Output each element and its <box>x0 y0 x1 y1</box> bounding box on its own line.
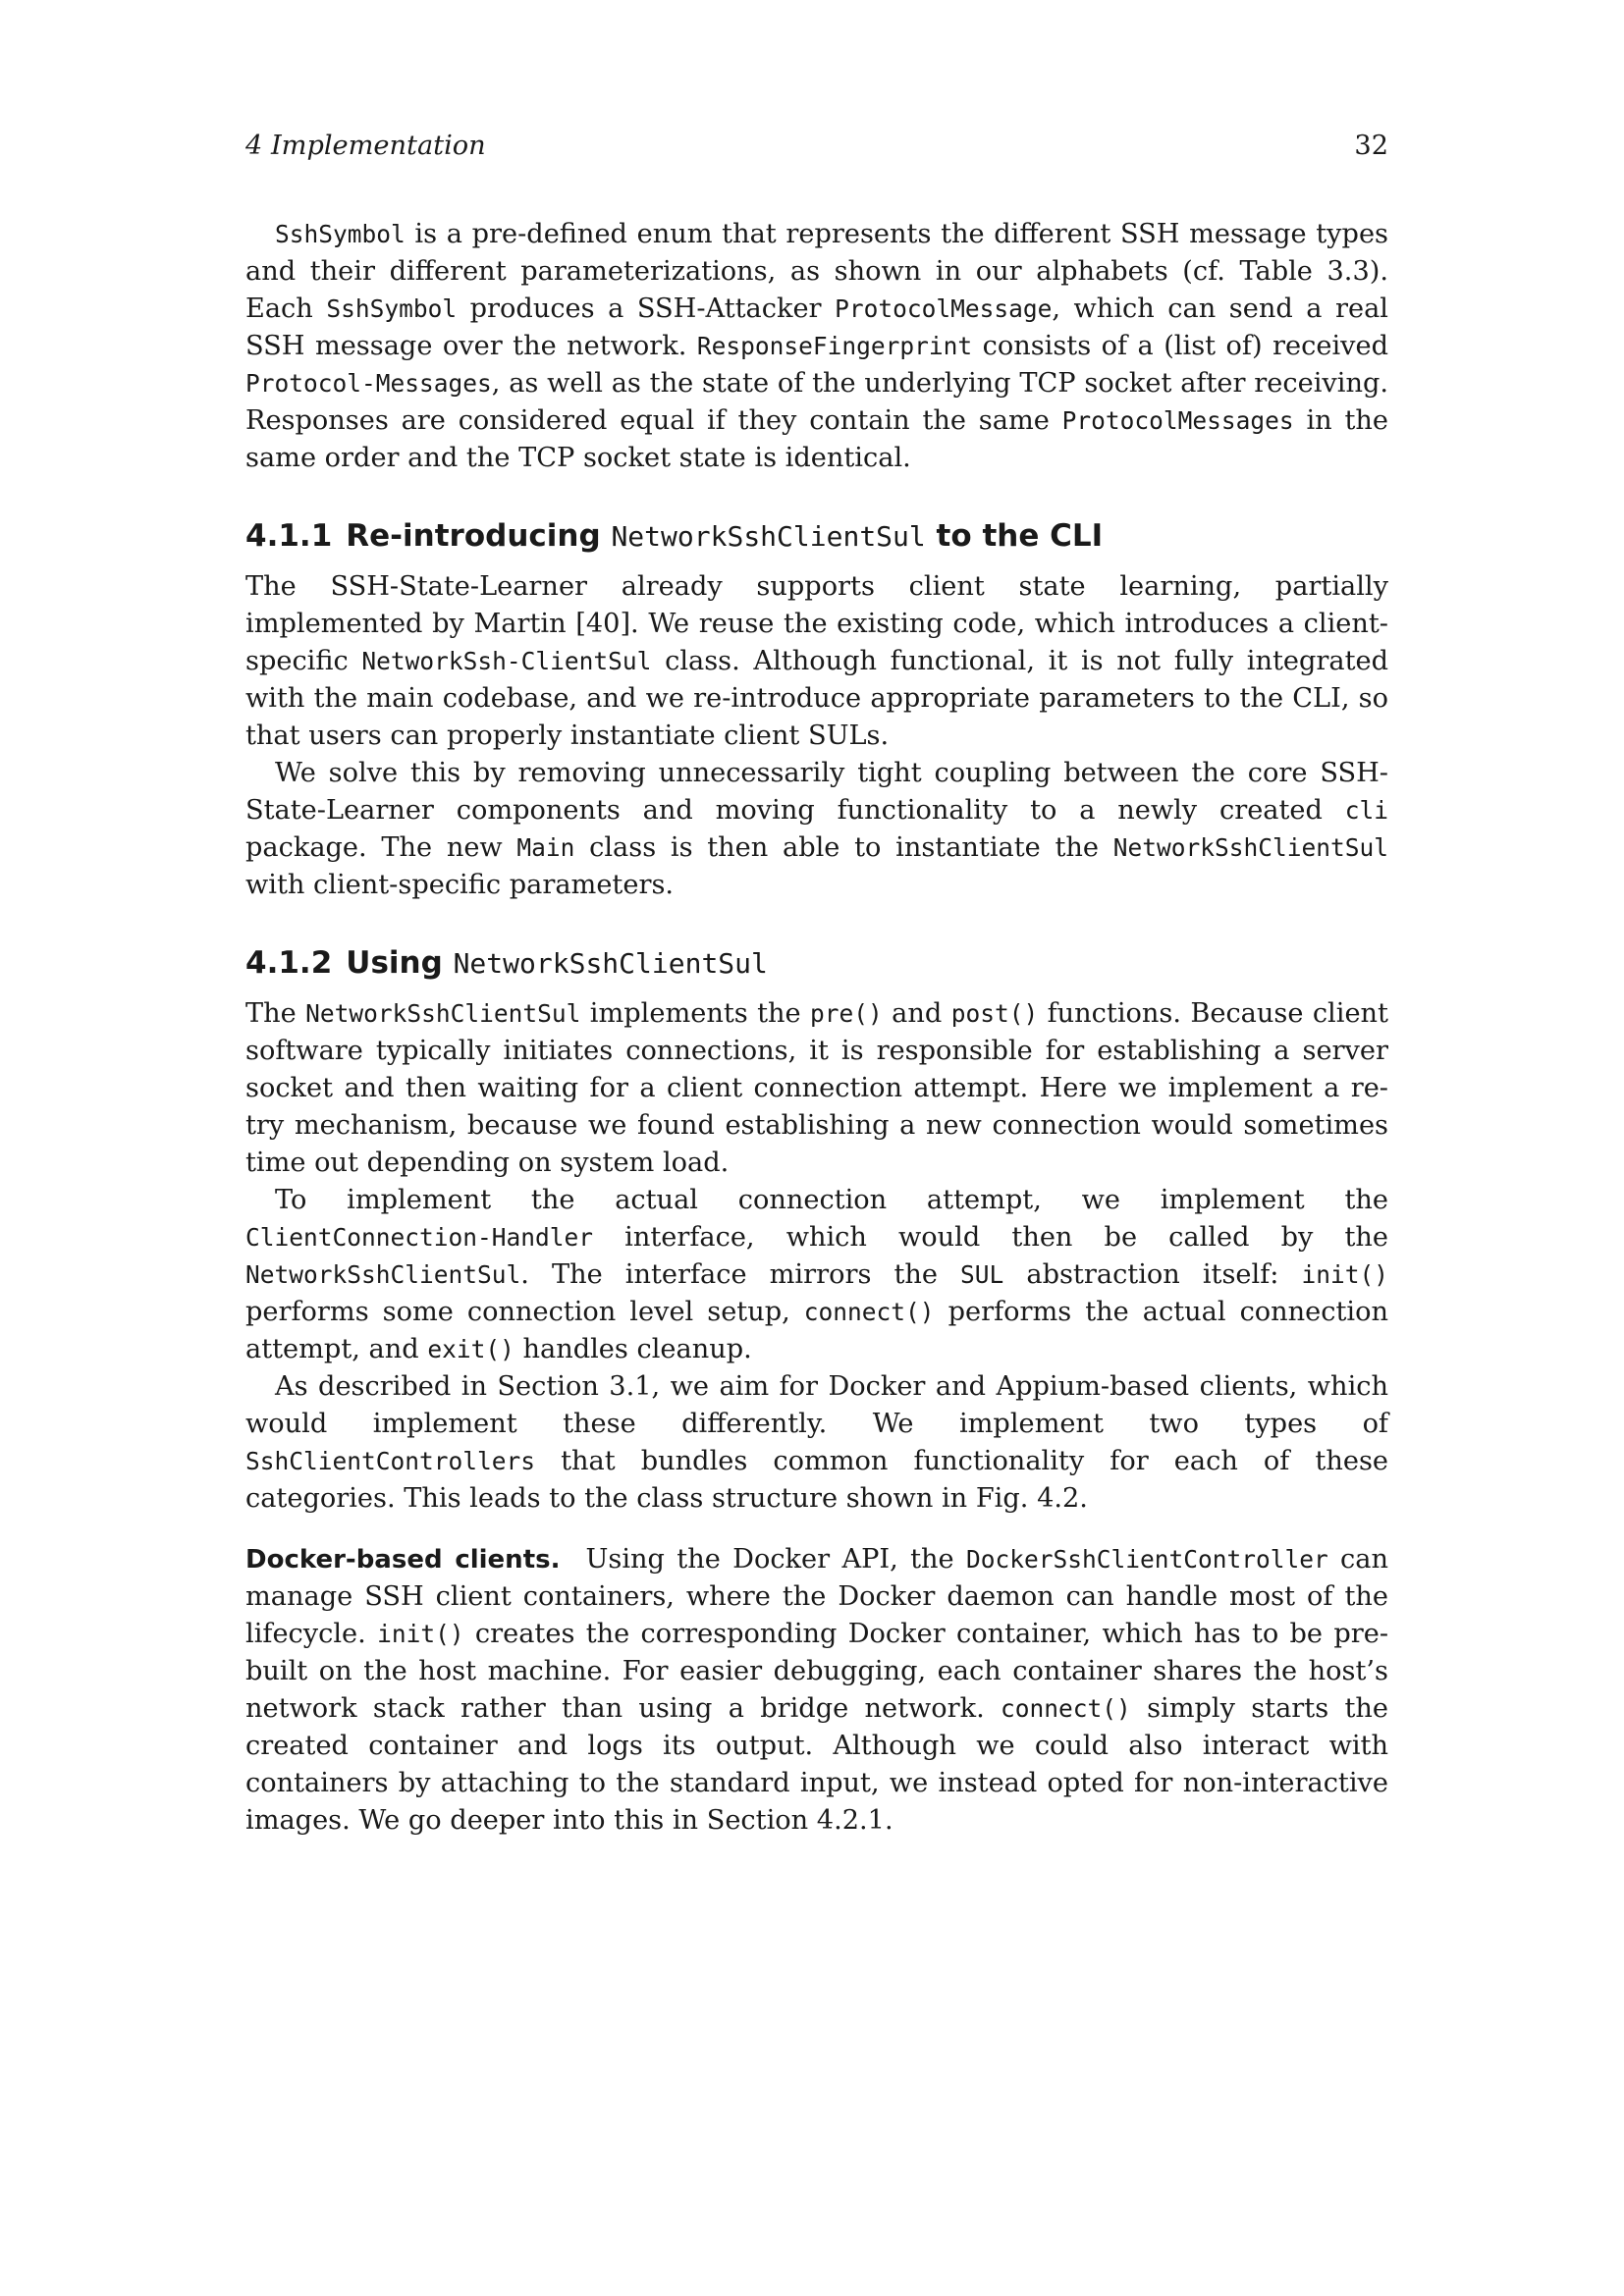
text-run: functions. Because client software typically initiates connections, it is responsible for establishing a server socket and then waiting for a client connection attempt. Here we implement a re-try mechanism, because we found establishing a new connection would sometimes time out depending on system load. <box>245 998 1388 1178</box>
code-response-fingerprint: ResponseFingerprint <box>696 332 973 360</box>
text-run: , as well as the state of the underlying TCP socket after receiving. Responses are considered equal if they contain the same <box>245 368 1388 436</box>
text-run: . The interface mirrors the <box>520 1259 961 1290</box>
heading-text: Using <box>346 945 454 981</box>
heading-code: NetworkSshClientSul <box>453 947 768 980</box>
code-docker-ssh-client-controller: DockerSshClientController <box>965 1545 1328 1574</box>
code-init: init() <box>1301 1260 1388 1289</box>
running-header <box>245 128 1388 165</box>
code-protocol-messages: Protocol-Messages <box>245 369 492 398</box>
code-ssh-symbol: SshSymbol <box>275 220 406 248</box>
text-run: Using the Docker API, the <box>585 1544 966 1575</box>
text-run: performs the actual connection attempt, and <box>245 1297 1388 1364</box>
text-run: that bundles common functionality for each of these categories. This leads to the class structure shown in Fig. 4.2. <box>245 1446 1388 1514</box>
paragraph <box>245 568 1388 755</box>
text-run: handles cleanup. <box>514 1334 752 1364</box>
section-heading-4-1-2 <box>245 943 1388 984</box>
paper-page <box>245 128 1388 1840</box>
section-heading-4-1-1 <box>245 516 1388 557</box>
code-exit: exit() <box>427 1335 514 1363</box>
page-number: 32 <box>1354 131 1388 161</box>
code-cli: cli <box>1344 796 1388 825</box>
text-run: performs some connection level setup, <box>245 1297 804 1327</box>
code-pre: pre() <box>810 999 883 1028</box>
text-run: with client-specific parameters. <box>245 870 675 900</box>
text-run: simply starts the created container and logs its output. Although we could also interact with containers by attaching to the standard input, we instead opted for non-interactive images. We go deeper into this in Section 4.2.1. <box>245 1693 1388 1836</box>
text-run: consists of a (list of) received <box>972 331 1388 361</box>
paragraph <box>245 755 1388 904</box>
code-ssh-symbol: SshSymbol <box>326 294 458 323</box>
text-run: class is then able to instantiate the <box>574 832 1113 863</box>
paragraph <box>245 995 1388 1182</box>
intro-paragraph <box>245 216 1388 477</box>
text-run: interface, which would then be called by the <box>593 1222 1388 1253</box>
paragraph <box>245 1182 1388 1368</box>
text-run: abstraction itself: <box>1003 1259 1302 1290</box>
code-ssh-client-controllers: SshClientControllers <box>245 1447 536 1475</box>
code-network-ssh-client-sul: NetworkSshClientSul <box>1112 833 1388 862</box>
code-network-ssh-client-sul: NetworkSsh-ClientSul <box>361 647 652 675</box>
text-run: The SSH-State-Learner already supports client state learning, partially implemented by Martin [40]. We reuse the existing code, which introduces a client-specific <box>245 571 1388 676</box>
text-run: is a pre-defined enum that represents the different SSH message types and their different parameterizations, as shown in our alphabets (cf. Table 3.3). Each <box>245 219 1388 324</box>
text-run: produces a SSH-Attacker <box>457 294 836 324</box>
run-in-heading: Docker-based clients. <box>245 1545 561 1575</box>
text-run: creates the corresponding Docker container, which has to be pre-built on the host machine. For easier debugging, each container shares the host’s network stack rather than using a bridge network. <box>245 1619 1388 1724</box>
docker-paragraph <box>245 1541 1388 1840</box>
section-number: 4.1.1 <box>245 518 333 554</box>
chapter-title: 4 Implementation <box>245 131 486 161</box>
text-run: , which can send a real SSH message over the network. <box>245 294 1389 361</box>
section-number: 4.1.2 <box>245 945 333 981</box>
text-run: package. The new <box>245 832 517 863</box>
code-client-connection-handler: ClientConnection-Handler <box>245 1223 594 1252</box>
text-run: class. Although functional, it is not fully integrated with the main codebase, and we re-introduce appropriate parameters to the CLI, so that users can properly instantiate client SULs. <box>245 646 1388 751</box>
text-run: in the same order and the TCP socket state is identical. <box>245 405 1389 473</box>
text-run: The <box>245 998 306 1029</box>
code-init: init() <box>377 1620 464 1648</box>
text-run: implements the <box>580 998 811 1029</box>
code-network-ssh-client-sul: NetworkSshClientSul <box>245 1260 521 1289</box>
text-run: can manage SSH client containers, where the Docker daemon can handle most of the lifecycle. <box>245 1544 1388 1649</box>
code-protocol-message: ProtocolMessage <box>835 294 1053 323</box>
code-main: Main <box>516 833 575 862</box>
code-network-ssh-client-sul: NetworkSshClientSul <box>305 999 581 1028</box>
code-post: post() <box>950 999 1039 1028</box>
spacer <box>245 1518 1388 1541</box>
heading-text: to the CLI <box>925 518 1104 554</box>
text-run: As described in Section 3.1, we aim for Docker and Appium-based clients, which would implement these differently. We implement two types of <box>245 1371 1388 1439</box>
heading-code: NetworkSshClientSul <box>611 520 926 553</box>
heading-text: Re-introducing <box>346 518 612 554</box>
code-sul: SUL <box>960 1260 1004 1289</box>
text-run: To implement the actual connection attempt, we implement the <box>275 1185 1388 1215</box>
paragraph <box>245 1368 1388 1518</box>
code-connect: connect() <box>1001 1694 1131 1723</box>
code-protocol-messages: ProtocolMessages <box>1061 406 1294 435</box>
code-connect: connect() <box>803 1298 935 1326</box>
text-run: and <box>882 998 951 1029</box>
text-run: We solve this by removing unnecessarily tight coupling between the core SSH-State-Learner components and moving functionality to a newly created <box>245 758 1388 826</box>
